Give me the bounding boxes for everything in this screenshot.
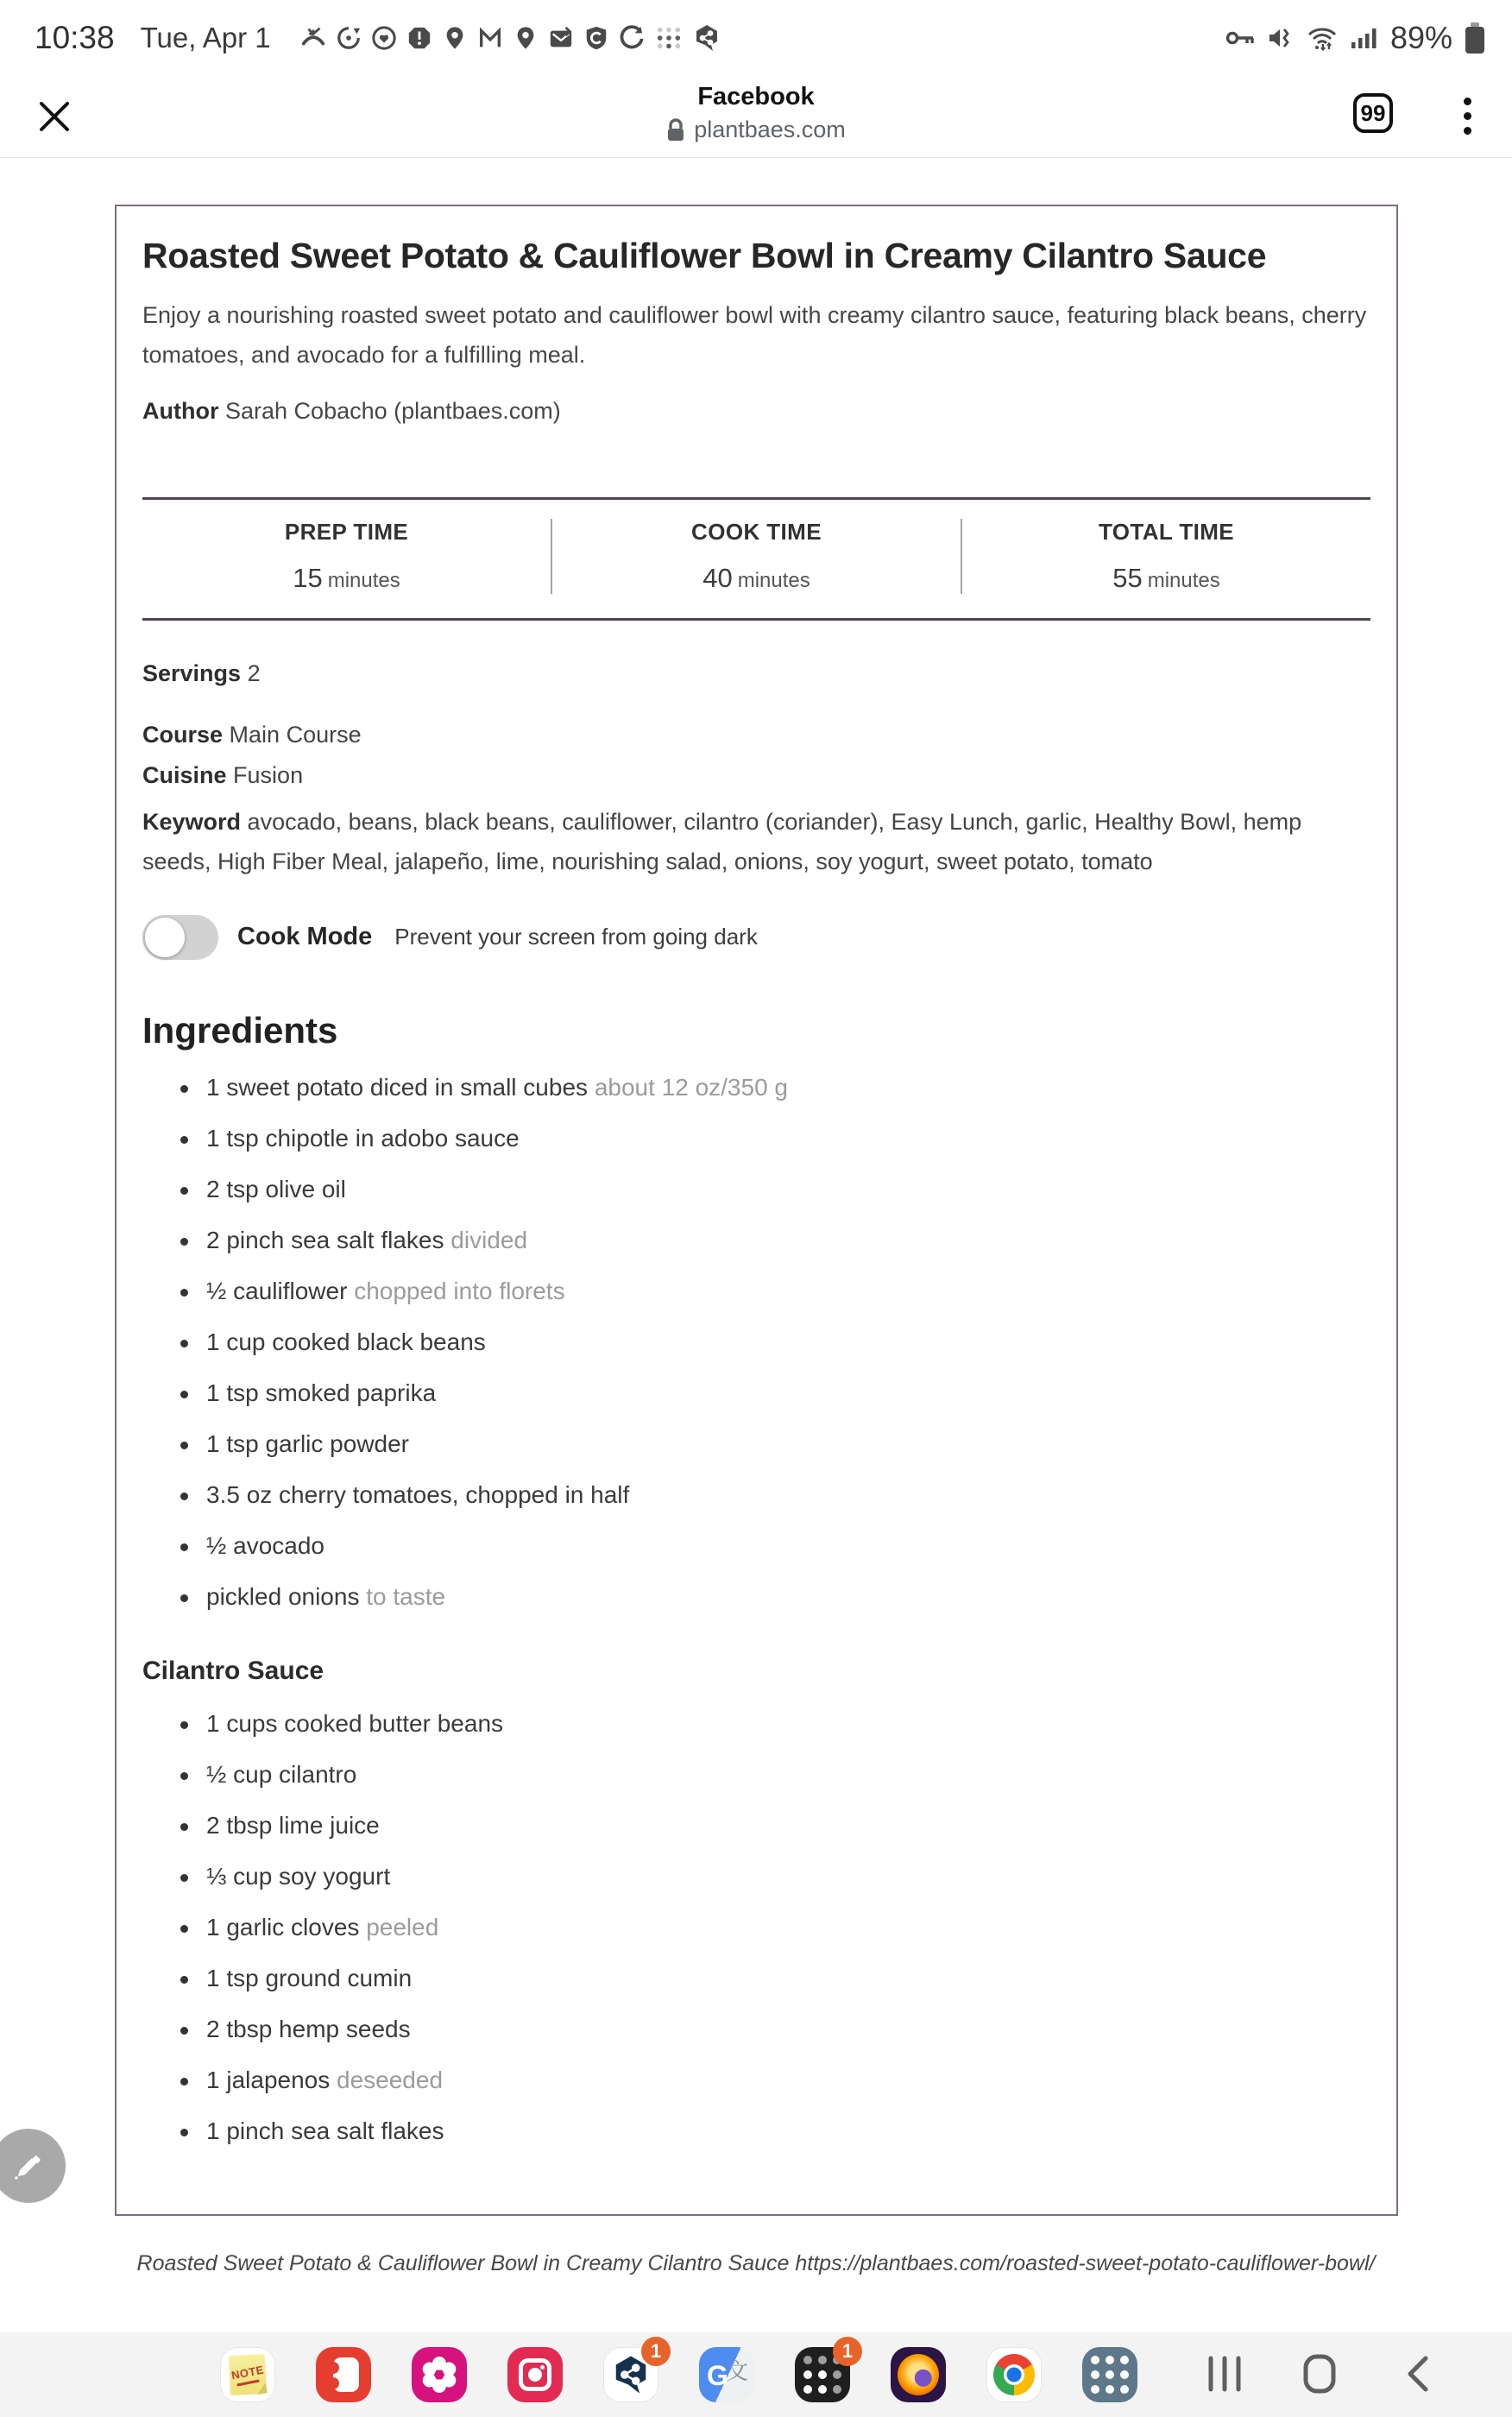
ingredient-note: chopped into florets (354, 1277, 565, 1304)
taskbar-apps (220, 2340, 1137, 2402)
sauce-heading: Cilantro Sauce (142, 1656, 324, 1685)
ingredient-item (206, 1481, 1370, 1509)
cook-time-value: 40 (702, 562, 733, 593)
ingredient-item (206, 1430, 1370, 1458)
cuisine-value: Fusion (233, 761, 304, 788)
keyword-label: Keyword (142, 808, 242, 835)
band-chat-icon (693, 24, 721, 52)
overflow-menu-button[interactable] (1450, 92, 1484, 140)
cook-mode-toggle[interactable] (142, 915, 218, 960)
notification-badge: 1 (833, 2337, 862, 2366)
hanzi-glyph: 文 (725, 2358, 748, 2384)
recipe-title: Roasted Sweet Potato & Cauliflower Bowl in Creamy Cilantro Sauce (142, 236, 1267, 275)
ingredient-item (206, 1812, 1370, 1840)
signal-strength-icon (1350, 24, 1379, 52)
notes-app-icon[interactable] (220, 2347, 275, 2402)
keypad-app-icon[interactable] (795, 2340, 854, 2402)
ingredient-note: peeled (366, 1913, 439, 1941)
app-drawer-icon[interactable] (1082, 2347, 1137, 2402)
home-nav-button[interactable] (1299, 2353, 1340, 2395)
ingredient-text: ½ cup cilantro (206, 1760, 357, 1788)
ssl-lock-icon (666, 118, 685, 142)
location-pin-icon (513, 25, 539, 51)
total-time-label: TOTAL TIME (1098, 518, 1235, 545)
ingredient-item (206, 1074, 1370, 1101)
pencil-icon (9, 2147, 47, 2185)
ingredient-text: 1 garlic cloves (206, 1913, 360, 1941)
ingredient-text: 2 pinch sea salt flakes (206, 1226, 444, 1253)
ingredient-text: 2 tbsp lime juice (206, 1811, 380, 1839)
status-right-cluster (1225, 20, 1486, 56)
battery-icon (1464, 22, 1486, 54)
ingredient-note: about 12 oz/350 g (594, 1073, 789, 1101)
ingredient-item (206, 1176, 1370, 1203)
ingredient-text: 1 tsp chipotle in adobo sauce (206, 1124, 520, 1152)
prep-time-value: 15 (293, 562, 323, 593)
servings-value: 2 (247, 659, 261, 686)
vibrate-mute-icon (1267, 24, 1295, 52)
toggle-knob (145, 918, 185, 957)
translate-app-icon[interactable] (699, 2347, 754, 2402)
page-domain: plantbaes.com (694, 117, 846, 142)
prep-time (142, 519, 551, 594)
cook-mode-description: Prevent your screen from going dark (394, 924, 758, 950)
ingredient-text: 1 cup cooked black beans (206, 1328, 486, 1355)
gallery-app-icon[interactable] (412, 2347, 467, 2402)
ingredient-note: divided (450, 1226, 528, 1253)
page-title: Facebook (697, 83, 815, 110)
alert-octagon-icon (406, 25, 432, 51)
gmail-icon (477, 25, 503, 51)
prep-time-label: PREP TIME (284, 518, 409, 545)
course-label: Course (142, 721, 224, 748)
cook-time (551, 519, 961, 594)
total-time (961, 519, 1370, 594)
dots-grid-glyph (803, 2356, 841, 2394)
wifi-icon (1306, 24, 1339, 52)
ingredient-item (206, 1710, 1370, 1738)
status-bar (0, 0, 1512, 76)
camera-glyph (519, 2358, 551, 2391)
author-value: Sarah Cobacho (plantbaes.com) (225, 397, 561, 424)
ingredient-text: ⅓ cup soy yogurt (206, 1862, 391, 1890)
recipe-card (115, 205, 1398, 2216)
update-circle-icon (336, 25, 362, 51)
times-table (142, 497, 1370, 621)
total-time-unit: minutes (1147, 568, 1220, 592)
ingredient-item (206, 2067, 1370, 2094)
ingredient-text: 1 tsp garlic powder (206, 1429, 410, 1457)
sticky-note-glyph: NOTE (229, 2354, 267, 2395)
latin-g-glyph: G (707, 2360, 728, 2391)
ingredient-text: 2 tbsp hemp seeds (206, 2015, 411, 2042)
recents-nav-button[interactable] (1204, 2353, 1245, 2395)
ingredient-text: ½ cauliflower (206, 1277, 348, 1304)
more-notifications-dots-icon (654, 25, 684, 51)
ingredient-text: 1 cups cooked butter beans (206, 1709, 504, 1737)
firefox-app-icon[interactable] (891, 2347, 946, 2402)
ingredients-list (142, 1074, 1370, 1634)
in-app-browser-header (0, 76, 1512, 158)
prep-time-unit: minutes (327, 568, 400, 592)
keyword-value: avocado, beans, black beans, cauliflower, cilantro (coriander), Easy Lunch, garlic, Healthy Bowl, hemp seeds, High Fiber Meal, jalapeño, lime, nourishing salad, onions, soy yogurt, sweet potato, tomato (142, 808, 1302, 874)
location-pin-icon (442, 25, 468, 51)
chrome-glyph (993, 2354, 1035, 2395)
persona-app-icon[interactable] (316, 2347, 371, 2402)
ingredient-item (206, 1379, 1370, 1407)
mail-sync-icon (548, 25, 574, 51)
servings-row (142, 660, 1370, 687)
servings-label: Servings (142, 659, 242, 686)
ingredient-note: to taste (366, 1582, 446, 1610)
ingredient-item (206, 1583, 1370, 1611)
ingredient-item (206, 1532, 1370, 1560)
tab-count-button[interactable] (1353, 93, 1393, 133)
ingredient-item (206, 1278, 1370, 1305)
course-row (142, 722, 1370, 748)
ingredient-item (206, 1227, 1370, 1254)
ingredient-item (206, 1328, 1370, 1356)
recipe-author (142, 398, 1370, 425)
band-chat-app-icon[interactable] (603, 2340, 662, 2402)
ingredient-text: 1 tsp ground cumin (206, 1964, 413, 1991)
ingredient-item (206, 1761, 1370, 1789)
missed-call-icon (300, 25, 326, 51)
cook-mode-row (142, 915, 1370, 960)
ingredient-text: 1 sweet potato diced in small cubes (206, 1073, 589, 1101)
ingredient-text: 1 jalapenos (206, 2066, 331, 2093)
ingredient-text: ½ avocado (206, 1531, 324, 1559)
cook-time-unit: minutes (737, 568, 810, 592)
ingredient-item (206, 1914, 1370, 1941)
ingredient-item (206, 2016, 1370, 2043)
notification-badge: 1 (641, 2337, 671, 2366)
ingredient-text: 3.5 oz cherry tomatoes, chopped in half (206, 1480, 630, 1508)
tab-count: 99 (1360, 99, 1386, 126)
ingredient-item (206, 1125, 1370, 1152)
course-value: Main Course (229, 721, 362, 748)
edit-fab-button[interactable] (0, 2129, 66, 2203)
ingredient-text: pickled onions (206, 1582, 360, 1610)
chrome-app-icon[interactable] (986, 2347, 1042, 2402)
clock: 10:38 (35, 20, 115, 55)
ingredient-note: deseeded (337, 2066, 444, 2093)
security-shield-icon (583, 25, 609, 51)
firefox-glyph (898, 2354, 939, 2395)
ingredient-item (206, 2117, 1370, 2145)
flower-glyph (419, 2354, 460, 2395)
author-label: Author (142, 397, 219, 424)
notification-icons (300, 24, 721, 52)
ingredient-text: 1 tsp smoked paprika (206, 1379, 437, 1406)
ingredients-heading: Ingredients (142, 1009, 338, 1051)
cook-mode-label: Cook Mode (237, 923, 373, 951)
page-identity (0, 83, 1512, 143)
vpn-key-icon (1225, 24, 1256, 52)
ingredient-item (206, 1863, 1370, 1890)
recipe-description: Enjoy a nourishing roasted sweet potato and cauliflower bowl with creamy cilantro sauce, featuring black beans, cherry tomatoes, and avocado for a fulfilling meal. (142, 302, 1367, 369)
cuisine-row (142, 762, 1370, 789)
back-nav-button[interactable] (1398, 2353, 1440, 2395)
battery-percent: 89% (1389, 20, 1452, 55)
ingredient-text: 2 tsp olive oil (206, 1175, 346, 1202)
health-heart-icon (371, 25, 397, 51)
ingredient-item (206, 1965, 1370, 1992)
taskbar (0, 2332, 1512, 2417)
cuisine-label: Cuisine (142, 761, 227, 788)
status-date: Tue, Apr 1 (140, 22, 271, 54)
ingredient-text: 1 pinch sea salt flakes (206, 2117, 444, 2144)
camera-app-icon[interactable] (507, 2347, 563, 2402)
keyword-row (142, 803, 1370, 882)
page-citation: Roasted Sweet Potato & Cauliflower Bowl in Creamy Cilantro Sauce https://plantbaes.com/roasted-sweet-potato-cauliflower-bowl/ (136, 2251, 1376, 2275)
sauce-ingredients-list (142, 1710, 1370, 2168)
total-time-value: 55 (1112, 562, 1143, 593)
sync-arrow-icon (619, 25, 645, 51)
dots-grid-glyph (1091, 2356, 1129, 2394)
cook-time-label: COOK TIME (691, 518, 822, 545)
